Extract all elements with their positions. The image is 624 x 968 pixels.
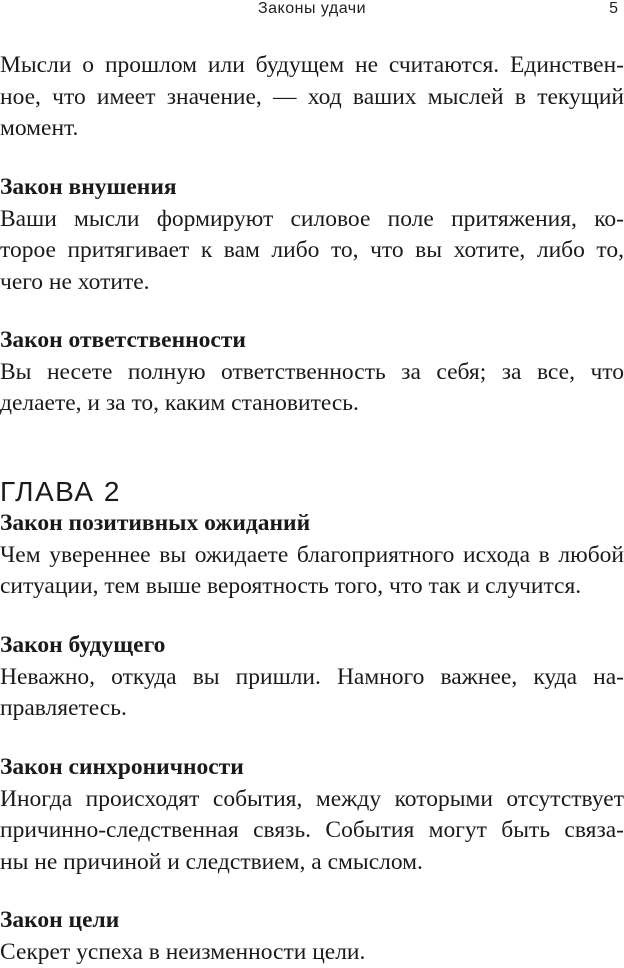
page-number: 5 <box>609 0 618 18</box>
paragraph-line: Ваши мысли формируют силовое поле притяжения, ко- <box>0 204 624 236</box>
law-suggestion <box>0 172 624 298</box>
law-synchronicity <box>0 752 624 878</box>
law-positive-expectations <box>0 508 624 603</box>
paragraph-line: правляетесь. <box>0 693 624 725</box>
paragraph-line: Мысли о прошлом или будущем не считаются. Единствен- <box>0 50 624 82</box>
law-title: Закон будущего <box>0 630 624 662</box>
running-header <box>0 0 624 26</box>
law-title: Закон позитивных ожиданий <box>0 508 624 540</box>
law-title: Закон цели <box>0 905 624 937</box>
law-title: Закон внушения <box>0 172 624 204</box>
law-future <box>0 630 624 725</box>
paragraph-line: чего не хотите. <box>0 267 624 299</box>
paragraph-line: торое притягивает к вам либо то, что вы хотите, либо то, <box>0 235 624 267</box>
paragraph-line: делаете, и за то, каким становитесь. <box>0 388 624 420</box>
running-title: Законы удачи <box>0 0 624 18</box>
paragraph-line: Неважно, откуда вы пришли. Намного важнее, куда на- <box>0 662 624 694</box>
paragraph-line: ны не причиной и следствием, а смыслом. <box>0 847 624 879</box>
paragraph-line: Секрет успеха в неизменности цели. <box>0 937 624 968</box>
law-responsibility <box>0 325 624 420</box>
paragraph-line: Вы несете полную ответственность за себя; за все, что <box>0 357 624 389</box>
law-title: Закон ответственности <box>0 325 624 357</box>
chapter-heading: ГЛАВА 2 <box>0 476 121 508</box>
paragraph-line: момент. <box>0 113 624 145</box>
paragraph-line: ное, что имеет значение, — ход ваших мыслей в текущий <box>0 82 624 114</box>
paragraph-line: ситуации, тем выше вероятность того, что так и случится. <box>0 571 624 603</box>
paragraph-line: Иногда происходят события, между которыми отсутствует <box>0 784 624 816</box>
intro-paragraph <box>0 50 624 145</box>
law-purpose <box>0 905 624 968</box>
law-title: Закон синхроничности <box>0 752 624 784</box>
paragraph-line: Чем увереннее вы ожидаете благоприятного исхода в любой <box>0 540 624 572</box>
paragraph-line: причинно-следственная связь. События могут быть связа- <box>0 815 624 847</box>
